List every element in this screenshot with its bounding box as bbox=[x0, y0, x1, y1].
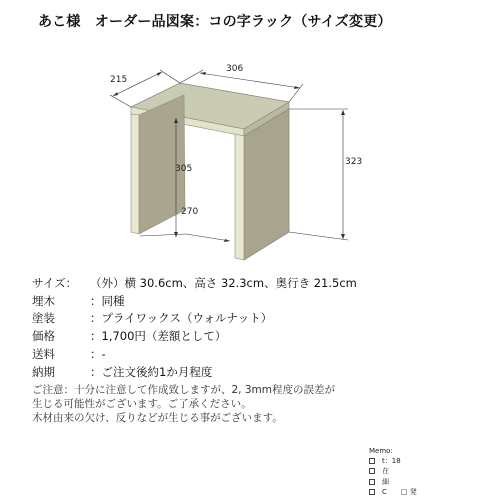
spec-label: 塗装 bbox=[32, 311, 55, 326]
spec-value: ：1,700円（差額として） bbox=[90, 329, 227, 344]
spec-value: （外）横 30.6cm、高さ 32.3cm、奥行き 21.5cm bbox=[90, 276, 357, 290]
spec-row-filler bbox=[32, 293, 357, 311]
note-line: ご注意：十分に注意して作成致しますが、2, 3mm程度の誤差が bbox=[32, 384, 335, 396]
checkbox-icon bbox=[369, 479, 375, 485]
spec-label: 価格 bbox=[32, 329, 55, 344]
memo-item bbox=[369, 466, 417, 476]
memo-item bbox=[369, 477, 417, 487]
note-line: 生じる可能性がございます。ご了承ください。 bbox=[32, 398, 252, 411]
memo-item-text: C □ 発 bbox=[382, 487, 417, 496]
memo-box bbox=[369, 446, 417, 497]
memo-item-text: 在 bbox=[382, 467, 389, 476]
checkbox-icon bbox=[369, 458, 375, 464]
spec-row-size bbox=[32, 275, 357, 293]
spec-row-shipping bbox=[32, 346, 357, 364]
spec-label: 送料 bbox=[32, 346, 55, 361]
rack-right-front-edge bbox=[235, 134, 244, 260]
spec-value: ：同種 bbox=[90, 293, 125, 308]
memo-item bbox=[369, 456, 417, 466]
spec-value: ：ご注文後約1か月程度 bbox=[90, 364, 213, 379]
rack-left-front-edge bbox=[131, 114, 139, 234]
spec-row-price bbox=[32, 328, 357, 346]
memo-title: Memo: bbox=[369, 447, 393, 455]
dimension-width: 306 bbox=[226, 64, 244, 74]
checkbox-icon bbox=[369, 489, 375, 495]
memo-item bbox=[369, 487, 417, 497]
rack-right-side bbox=[244, 109, 289, 260]
spec-label: 納期 bbox=[32, 364, 55, 379]
dimension-depth: 215 bbox=[110, 75, 128, 85]
spec-value: ：プライワックス（ウォルナット） bbox=[90, 311, 273, 326]
memo-item-text: t：18 bbox=[382, 457, 401, 466]
page-title: あこ様 オーダー品図案：コの字ラック（サイズ変更） bbox=[38, 14, 392, 30]
spec-row-finish bbox=[32, 310, 357, 328]
spec-value: ：- bbox=[90, 346, 106, 361]
spec-list bbox=[32, 275, 357, 381]
caution-notes bbox=[32, 383, 335, 426]
memo-item-text: 細 bbox=[382, 477, 389, 486]
note-line: 木材由来の欠け、反りなどが生じる事がございます。 bbox=[32, 412, 283, 425]
dimension-height: 323 bbox=[345, 157, 363, 167]
checkbox-icon bbox=[369, 468, 375, 474]
spec-label: サイズ： bbox=[32, 276, 78, 290]
dimension-inner-height: 305 bbox=[175, 164, 193, 174]
dimension-inner-width: 270 bbox=[181, 207, 199, 217]
spec-label: 埋木 bbox=[32, 293, 55, 308]
spec-row-delivery bbox=[32, 364, 357, 382]
